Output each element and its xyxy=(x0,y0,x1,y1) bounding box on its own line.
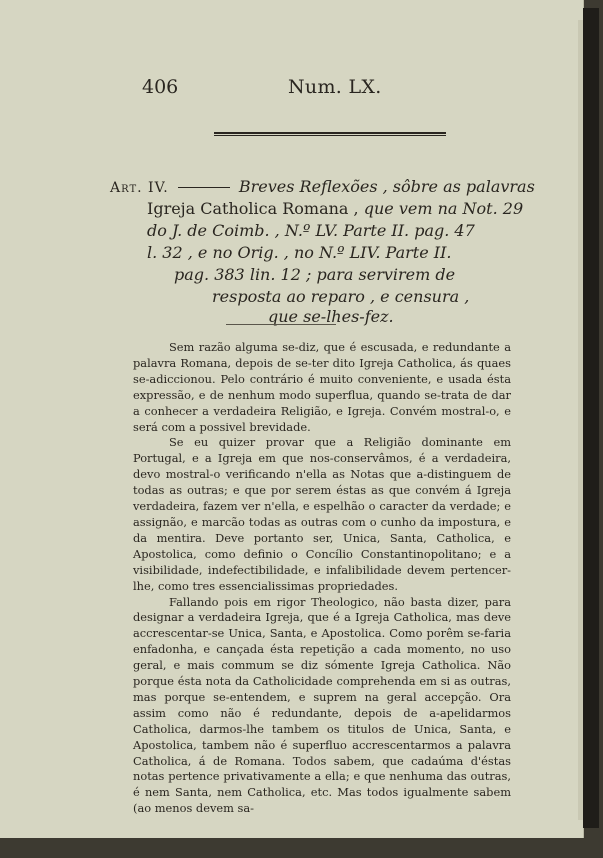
paragraph-3: Fallando pois em rigor Theologico, não basta dizer, para designar a verdadeira Igreja, que é a Igreja Catholica, mas deve accrescentar-se Unica, Santa, e Apostolica. Como porêm se-faria enfadonha, e cançada ésta repetição a cada momento, no uso geral, e mais commum se diz sómente Igreja Catholica. Não porque ésta nota da Catholicidade comprehenda em si as outras, mas porque se-entendem, e suprem na geral accepção. Ora assim como não é redundante, depois de a-apelidarmos Catholica, darmos-lhe tambem os titulos de Unica, Santa, e Apostolica, tambem não é superfluo accrescentarmos a palavra Catholica, á de Romana. Todos sabem, que cadaúma d'éstas notas pertence privativamente a ella; e que nenhuma das outras, é nem Santa, nem Catholica, etc. Mas todos igualmente sabem (ao menos devem sa- xyxy=(133,594,511,816)
heading-roman-phrase: Igreja Catholica Romana , xyxy=(147,199,359,218)
heading-dash xyxy=(178,187,230,188)
heading-line-5a: pag. 383 lin. 12 ; xyxy=(174,265,312,284)
heading-line-4: l. 32 , e no Orig. , no N.º LIV. Parte II. xyxy=(147,243,452,262)
page-number: 406 xyxy=(142,76,179,98)
heading-line-7: que se-lhes-fez. xyxy=(268,307,394,326)
heading-line-5b: para servirem de xyxy=(316,265,456,284)
article-title: Breves Reflexões , sôbre as palavras xyxy=(238,177,535,196)
heading-line-1 xyxy=(110,176,535,199)
heading-line-3: do J. de Coimb. , N.º LV. Parte II. pag. 47 xyxy=(147,221,475,240)
paragraph-2: Se eu quizer provar que a Religião dominante em Portugal, e a Igreja em que nos-conservâmos, é a verdadeira, devo mostral-o verificando n'ella as Notas que a-distinguem de todas as outras; e que por serem éstas as que convém á Igreja verdadeira, fazem ver n'ella, e espelhão o caracter da verdade; e assignão, e marcão todas as outras com o cunho da impostura, e da mentira. Deve portanto ser, Unica, Santa, Catholica, e Apostolica, como definio o Concílio Constantinopolitano; e a visibilidade, indefectibilidade, e infalibilidade devem pertencer-lhe, como tres essencialissimas propriedades. xyxy=(133,435,511,593)
issue-number: Num. LX. xyxy=(288,76,382,98)
heading-line-2-italic: que vem na Not. 29 xyxy=(363,199,524,218)
heading-line-6: resposta ao reparo , e censura , xyxy=(212,287,470,306)
header-rule xyxy=(214,132,446,136)
book-edge-shadow xyxy=(583,8,599,828)
article-label: Art. IV. xyxy=(110,180,169,196)
article-body xyxy=(133,340,511,817)
running-head xyxy=(142,76,382,104)
heading-line-5 xyxy=(174,264,455,285)
heading-separator xyxy=(226,324,336,325)
heading-line-2 xyxy=(147,198,523,219)
paragraph-1: Sem razão alguma se-diz, que é escusada, e redundante a palavra Romana, depois de se-ter dito Igreja Catholica, ás quaes se-adiccionou. Pelo contrário é muito conveniente, e usada ésta expressão, e de nenhum modo superflua, quando se-trata de dar a conhecer a verdadeira Religião, e Igreja. Convém mostral-o, e será com a possivel brevidade. xyxy=(133,340,511,434)
